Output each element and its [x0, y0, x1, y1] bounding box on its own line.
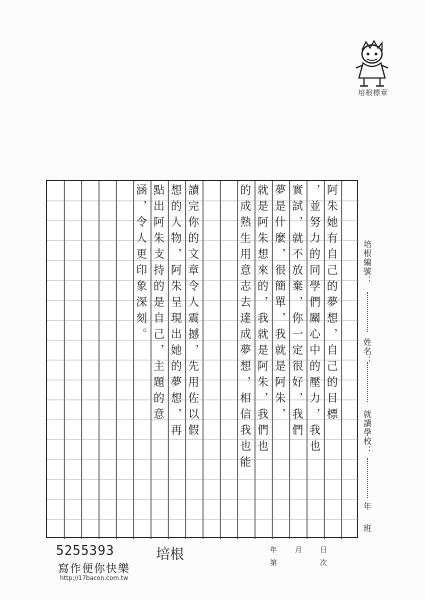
label-year: 年 [270, 546, 277, 554]
label-grade: 年 [363, 502, 372, 511]
essay-column: 想的人物，阿朱呈現出她的夢想，再 [169, 184, 183, 440]
school-line [367, 458, 368, 498]
brand-url: http://17bacon.com.tw [60, 575, 129, 582]
essay-column: ，並努力的同學們關心中的壓力，我也 [308, 184, 321, 456]
label-issue: 第 [270, 559, 277, 567]
essay-column: 讀完你的文章令人震撼，先用佐以假 [186, 184, 200, 440]
bacon-id-line [367, 292, 368, 332]
label-month: 月 [295, 546, 302, 554]
name-line [367, 362, 368, 402]
label-class: 班 [363, 524, 372, 533]
essay-column: 阿朱她有自己的夢想，自己的目標 [325, 184, 339, 424]
label-day: 日 [320, 546, 327, 554]
bacon-mascot-logo [352, 40, 392, 88]
brand-slogan: 寫作便你快樂 [58, 562, 130, 575]
essay-column: 夢是什麼，很簡單，我就是阿朱， [273, 184, 287, 424]
essay-column: 涵，令人更印象深刻。 [134, 184, 148, 344]
stamp-caption: 培根標章 [358, 89, 388, 97]
document-serial: 5255393 [56, 544, 115, 559]
essay-column: 點出阿朱支持的是自己，主題的意 [152, 184, 165, 424]
label-school: 就讀學校： [363, 410, 372, 455]
essay-column: 的成熟生用意志去達成夢想，相信我也能 [238, 184, 252, 472]
label-times: 次 [320, 559, 327, 567]
essay-column: 實試，就不放棄，你一定很好，我們 [290, 184, 304, 440]
teacher-signature: 培根 [156, 547, 184, 563]
essay-column: 就是阿朱想來的，我就是阿朱，我們也 [256, 184, 269, 456]
label-bacon-id: 培根編號： [363, 240, 372, 285]
label-name: 姓名： [363, 338, 372, 365]
